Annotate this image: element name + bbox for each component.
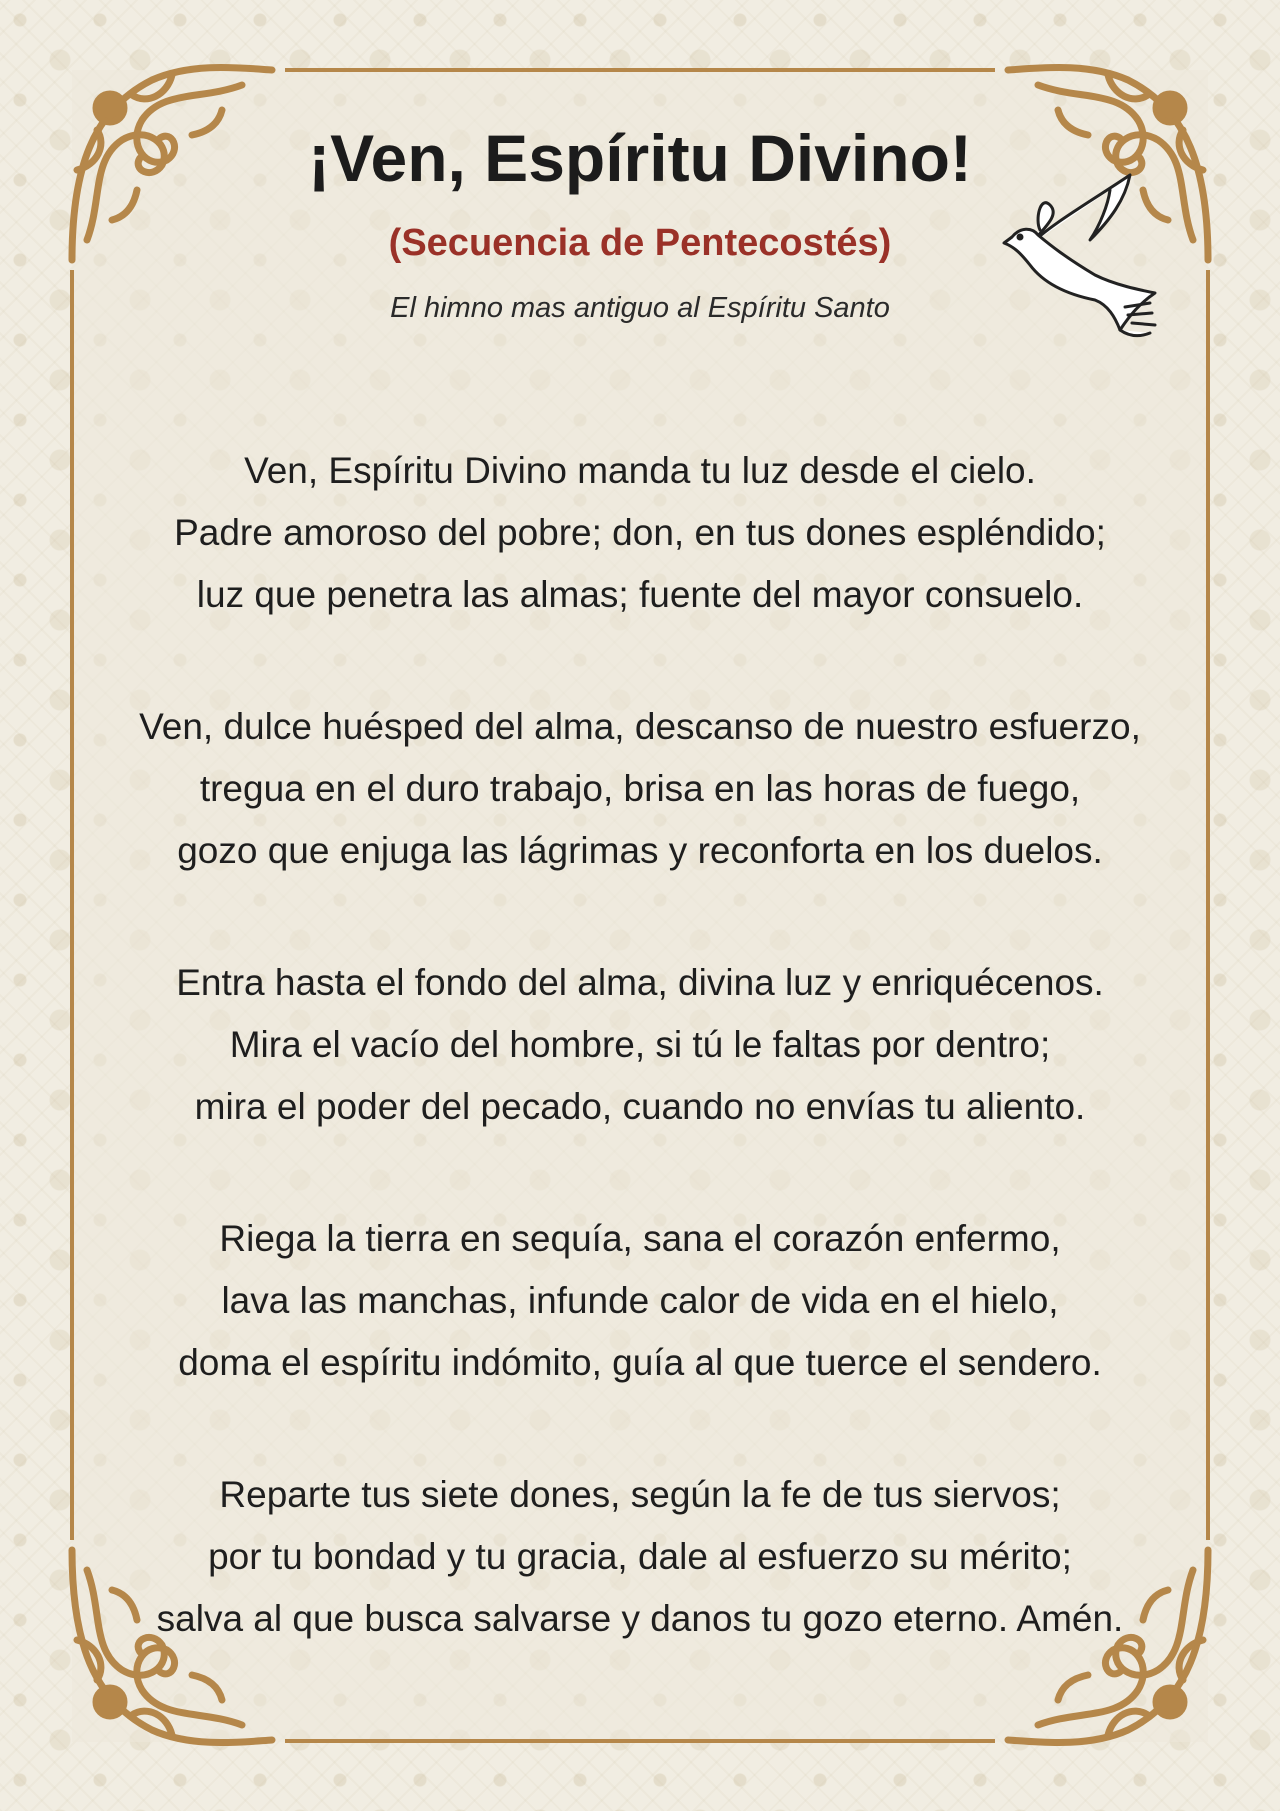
frame-right-line [1206, 270, 1210, 1540]
page-title: ¡Ven, Espíritu Divino! [308, 121, 972, 195]
frame-bottom-line [285, 1739, 995, 1743]
page-subtitle: (Secuencia de Pentecostés) [388, 222, 892, 264]
frame-left-line [70, 270, 74, 1540]
verse-line: salva al que busca salvarse y danos tu gozo eterno. Amén. [156, 1598, 1124, 1639]
hymn-body [90, 440, 1190, 1720]
verse-line: Entra hasta el fondo del alma, divina luz y enriquécenos. [176, 962, 1104, 1003]
frame-top-line [285, 68, 995, 72]
verse-line: Ven, dulce huésped del alma, descanso de nuestro esfuerzo, [139, 706, 1141, 747]
stanza [90, 696, 1190, 882]
verse-line: doma el espíritu indómito, guía al que tuerce el sendero. [178, 1342, 1102, 1383]
verse-line: mira el poder del pecado, cuando no envías tu aliento. [194, 1086, 1086, 1127]
verse-line: Padre amoroso del pobre; don, en tus dones espléndido; [174, 512, 1106, 553]
dove-icon [990, 165, 1170, 365]
stanza [90, 1208, 1190, 1394]
page-tagline: El himno mas antiguo al Espíritu Santo [390, 292, 890, 324]
verse-line: Ven, Espíritu Divino manda tu luz desde el cielo. [244, 450, 1036, 491]
verse-line: tregua en el duro trabajo, brisa en las horas de fuego, [199, 768, 1081, 809]
verse-line: lava las manchas, infunde calor de vida en el hielo, [221, 1280, 1059, 1321]
verse-line: Reparte tus siete dones, según la fe de tus siervos; [219, 1474, 1061, 1515]
verse-line: Riega la tierra en sequía, sana el corazón enfermo, [219, 1218, 1061, 1259]
verse-line: gozo que enjuga las lágrimas y reconforta en los duelos. [177, 830, 1103, 871]
verse-line: Mira el vacío del hombre, si tú le faltas por dentro; [229, 1024, 1051, 1065]
stanza [90, 1464, 1190, 1650]
stanza [90, 440, 1190, 626]
verse-line: por tu bondad y tu gracia, dale al esfuerzo su mérito; [208, 1536, 1072, 1577]
verse-line: luz que penetra las almas; fuente del mayor consuelo. [196, 574, 1084, 615]
stanza [90, 952, 1190, 1138]
